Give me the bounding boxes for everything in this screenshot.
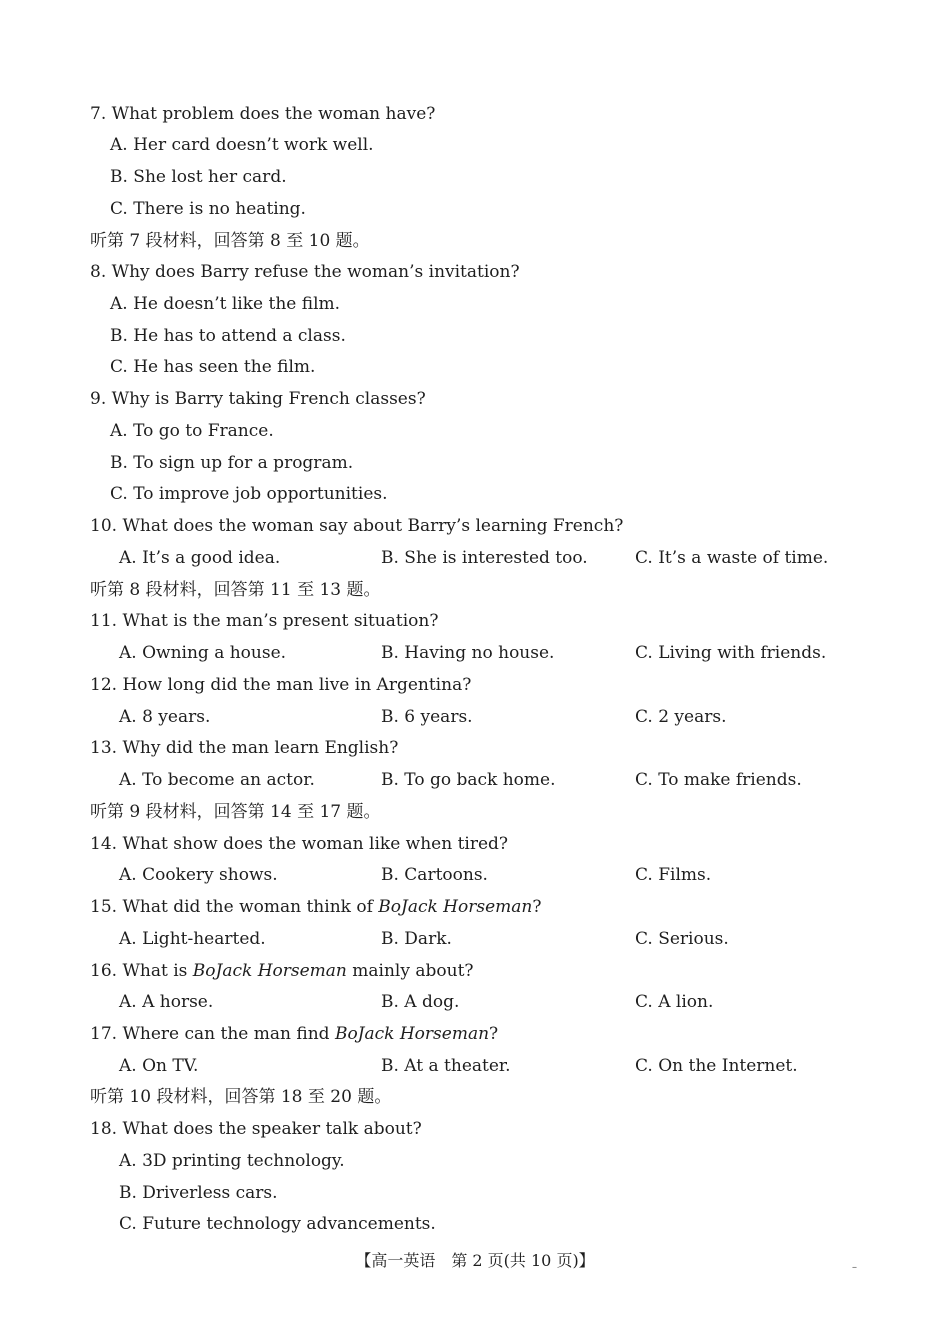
options-row-15 — [0, 924, 950, 954]
options-row-12 — [0, 702, 950, 732]
option-11b: B. Having no house. — [381, 643, 555, 663]
option-14a: A. Cookery shows. — [119, 865, 278, 885]
question-12: 12. How long did the man live in Argentina? — [90, 675, 472, 695]
question-17-end: ? — [489, 1024, 499, 1044]
option-13b: B. To go back home. — [381, 770, 556, 790]
section-heading-9: 听第 9 段材料，回答第 14 至 17 题。 — [90, 802, 381, 822]
options-row-14 — [0, 860, 950, 890]
options-row-11 — [0, 638, 950, 668]
option-7c: C. There is no heating. — [110, 199, 306, 219]
option-10a: A. It’s a good idea. — [119, 548, 281, 568]
option-16a: A. A horse. — [119, 992, 214, 1012]
option-8b: B. He has to attend a class. — [110, 326, 346, 346]
question-15-text: 15. What did the woman think of — [90, 897, 379, 917]
section-heading-7: 听第 7 段材料，回答第 8 至 10 题。 — [90, 231, 370, 251]
option-14c: C. Films. — [635, 865, 712, 885]
option-15c: C. Serious. — [635, 929, 729, 949]
question-14: 14. What show does the woman like when tired? — [90, 834, 509, 854]
option-14b: B. Cartoons. — [381, 865, 488, 885]
question-10: 10. What does the woman say about Barry’s learning French? — [90, 516, 624, 536]
option-13c: C. To make friends. — [635, 770, 802, 790]
option-17c: C. On the Internet. — [635, 1056, 798, 1076]
question-7: 7. What problem does the woman have? — [90, 104, 436, 124]
question-11: 11. What is the man’s present situation? — [90, 611, 439, 631]
option-12c: C. 2 years. — [635, 707, 727, 727]
option-12b: B. 6 years. — [381, 707, 473, 727]
options-row-16 — [0, 987, 950, 1017]
question-15 — [90, 892, 950, 922]
option-9c: C. To improve job opportunities. — [110, 484, 388, 504]
question-13: 13. Why did the man learn English? — [90, 738, 399, 758]
question-9: 9. Why is Barry taking French classes? — [90, 389, 426, 409]
options-row-18a — [0, 1146, 950, 1176]
question-17 — [90, 1019, 950, 1049]
option-10b: B. She is interested too. — [381, 548, 588, 568]
options-row-17 — [0, 1051, 950, 1081]
options-row-18c — [0, 1209, 950, 1239]
option-16b: B. A dog. — [381, 992, 460, 1012]
option-18b: B. Driverless cars. — [119, 1183, 278, 1203]
options-row-18b — [0, 1178, 950, 1208]
show-title: BoJack Horseman — [334, 1024, 490, 1044]
option-17b: B. At a theater. — [381, 1056, 511, 1076]
option-13a: A. To become an actor. — [119, 770, 315, 790]
page-footer: 【高一英语 第 2 页(共 10 页)】 — [355, 1251, 595, 1270]
options-row-10 — [0, 543, 950, 573]
option-7b: B. She lost her card. — [110, 167, 287, 187]
question-16-end: mainly about? — [346, 961, 474, 981]
option-7a: A. Her card doesn’t work well. — [110, 135, 374, 155]
option-18c: C. Future technology advancements. — [119, 1214, 436, 1234]
section-heading-10: 听第 10 段材料，回答第 18 至 20 题。 — [90, 1087, 392, 1107]
option-8a: A. He doesn’t like the film. — [110, 294, 341, 314]
question-15-end: ? — [532, 897, 542, 917]
question-16 — [90, 956, 950, 986]
question-17-text: 17. Where can the man find — [90, 1024, 335, 1044]
option-12a: A. 8 years. — [119, 707, 211, 727]
option-18a: A. 3D printing technology. — [119, 1151, 345, 1171]
question-18: 18. What does the speaker talk about? — [90, 1119, 422, 1139]
section-heading-8: 听第 8 段材料，回答第 11 至 13 题。 — [90, 580, 381, 600]
corner-mark: – — [852, 1262, 857, 1273]
question-8: 8. Why does Barry refuse the woman’s invitation? — [90, 262, 520, 282]
option-11a: A. Owning a house. — [119, 643, 287, 663]
options-row-13 — [0, 765, 950, 795]
option-15b: B. Dark. — [381, 929, 452, 949]
option-11c: C. Living with friends. — [635, 643, 827, 663]
option-15a: A. Light-hearted. — [119, 929, 266, 949]
option-16c: C. A lion. — [635, 992, 714, 1012]
option-17a: A. On TV. — [119, 1056, 199, 1076]
option-8c: C. He has seen the film. — [110, 357, 316, 377]
option-10c: C. It’s a waste of time. — [635, 548, 829, 568]
show-title: BoJack Horseman — [192, 961, 347, 981]
question-16-text: 16. What is — [90, 961, 193, 981]
option-9a: A. To go to France. — [110, 421, 274, 441]
option-9b: B. To sign up for a program. — [110, 453, 354, 473]
show-title: BoJack Horseman — [378, 897, 533, 917]
